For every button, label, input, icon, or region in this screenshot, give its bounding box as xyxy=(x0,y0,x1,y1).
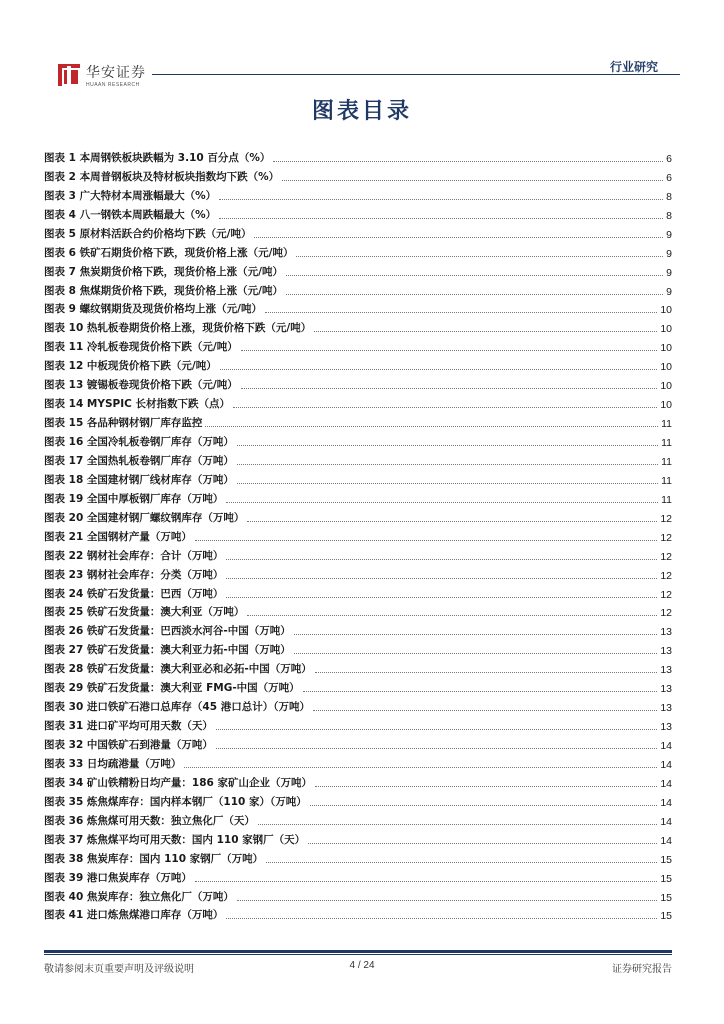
toc-leader-dots xyxy=(258,824,657,825)
toc-item-page[interactable]: 15 xyxy=(660,853,672,866)
toc-item-label[interactable]: 图表 30 进口铁矿石港口总库存（45 港口总计）（万吨） xyxy=(44,701,310,714)
toc-item-page[interactable]: 11 xyxy=(661,493,672,506)
toc-item[interactable] xyxy=(44,468,672,487)
toc-leader-dots xyxy=(313,710,657,711)
toc-leader-dots xyxy=(216,748,657,749)
toc-item[interactable] xyxy=(44,885,672,904)
toc-item-label[interactable]: 图表 29 铁矿石发货量：澳大利亚 FMG-中国（万吨） xyxy=(44,682,300,695)
toc-leader-dots xyxy=(226,502,658,503)
header-divider xyxy=(152,74,680,75)
toc-item-page[interactable]: 14 xyxy=(660,777,672,790)
logo-en-text: HUAAN RESEARCH xyxy=(86,82,140,88)
toc-item-page[interactable]: 8 xyxy=(666,209,672,222)
toc-item-page[interactable]: 12 xyxy=(660,588,672,601)
toc-item-page[interactable]: 10 xyxy=(660,323,672,336)
toc-item-label[interactable]: 图表 40 焦炭库存：独立焦化厂（万吨） xyxy=(44,890,234,903)
toc-item-page[interactable]: 10 xyxy=(660,399,672,412)
footer-page-number: 4 / 24 xyxy=(349,960,375,971)
toc-item[interactable] xyxy=(44,904,672,923)
toc-item-label[interactable]: 图表 7 焦炭期货价格下跌，现货价格上涨（元/吨） xyxy=(44,265,283,278)
toc-item-page[interactable]: 10 xyxy=(660,304,672,317)
footer-report-type: 证券研究报告 xyxy=(612,964,672,975)
toc-leader-dots xyxy=(184,767,657,768)
toc-item[interactable] xyxy=(44,449,672,468)
toc-item-page[interactable]: 9 xyxy=(666,228,672,241)
toc-item-label[interactable]: 图表 27 铁矿石发货量：澳大利亚力拓-中国（万吨） xyxy=(44,644,291,657)
toc-item[interactable] xyxy=(44,184,672,203)
toc-item[interactable] xyxy=(44,695,672,714)
toc-item-page[interactable]: 9 xyxy=(666,285,672,298)
logo-icon xyxy=(58,64,80,86)
toc-item[interactable] xyxy=(44,430,672,449)
toc-item-page[interactable]: 13 xyxy=(660,721,672,734)
toc-leader-dots xyxy=(241,350,658,351)
toc-item-page[interactable]: 13 xyxy=(660,683,672,696)
toc-leader-dots xyxy=(237,483,658,484)
toc-leader-dots xyxy=(294,653,658,654)
toc-item-label[interactable]: 图表 15 各品种钢材钢厂库存监控 xyxy=(44,417,203,430)
toc-leader-dots xyxy=(226,918,657,919)
toc-item[interactable] xyxy=(44,676,672,695)
toc-item[interactable] xyxy=(44,601,672,620)
table-of-figures xyxy=(44,146,672,922)
toc-item[interactable] xyxy=(44,619,672,638)
toc-item[interactable] xyxy=(44,373,672,392)
toc-item-label[interactable]: 图表 37 炼焦煤平均可用天数：国内 110 家钢厂（天） xyxy=(44,833,306,846)
toc-leader-dots xyxy=(303,691,658,692)
toc-leader-dots xyxy=(266,862,657,863)
toc-item-page[interactable]: 14 xyxy=(660,758,672,771)
toc-item-label[interactable]: 图表 12 中板现货价格下跌（元/吨） xyxy=(44,360,217,373)
toc-item-page[interactable]: 11 xyxy=(661,437,672,449)
toc-item-label[interactable]: 图表 25 铁矿石发货量：澳大利亚（万吨） xyxy=(44,606,245,619)
toc-item[interactable] xyxy=(44,714,672,733)
toc-leader-dots xyxy=(308,843,657,844)
toc-item[interactable] xyxy=(44,525,672,544)
toc-item-page[interactable]: 8 xyxy=(666,190,672,203)
toc-leader-dots xyxy=(226,597,657,598)
toc-leader-dots xyxy=(226,559,657,560)
toc-item-label[interactable]: 图表 5 原材料活跃合约价格均下跌（元/吨） xyxy=(44,227,252,240)
toc-item-page[interactable]: 11 xyxy=(661,418,672,431)
toc-leader-dots xyxy=(286,275,663,276)
toc-item-page[interactable]: 13 xyxy=(660,645,672,658)
toc-leader-dots xyxy=(315,786,657,787)
toc-item[interactable] xyxy=(44,165,672,184)
logo-cn-text: 华安证券 xyxy=(86,65,146,81)
toc-item-page[interactable]: 14 xyxy=(660,815,672,828)
toc-leader-dots xyxy=(241,388,658,389)
toc-item[interactable] xyxy=(44,638,672,657)
toc-item-page[interactable]: 9 xyxy=(666,266,672,279)
toc-item[interactable] xyxy=(44,506,672,525)
toc-item-label[interactable]: 图表 1 本周钢铁板块跌幅为 3.10 百分点（%） xyxy=(44,151,271,164)
toc-item-page[interactable]: 10 xyxy=(660,380,672,393)
toc-leader-dots xyxy=(254,237,663,238)
toc-item-label[interactable]: 图表 19 全国中厚板钢厂库存（万吨） xyxy=(44,492,224,505)
toc-item-label[interactable]: 图表 10 热轧板卷期货价格上涨，现货价格下跌（元/吨） xyxy=(44,322,312,335)
toc-item-page[interactable]: 11 xyxy=(661,455,672,468)
toc-leader-dots xyxy=(265,312,657,313)
toc-item[interactable] xyxy=(44,241,672,260)
toc-item[interactable] xyxy=(44,733,672,752)
toc-leader-dots xyxy=(216,729,657,730)
toc-leader-dots xyxy=(219,199,663,200)
toc-item-page[interactable]: 11 xyxy=(661,474,672,487)
toc-item[interactable] xyxy=(44,298,672,317)
toc-item[interactable] xyxy=(44,411,672,430)
toc-item-page[interactable]: 14 xyxy=(660,834,672,847)
toc-item-label[interactable]: 图表 41 进口炼焦煤港口库存（万吨） xyxy=(44,909,224,922)
toc-item-label[interactable]: 图表 21 全国钢材产量（万吨） xyxy=(44,530,192,543)
toc-leader-dots xyxy=(310,805,658,806)
toc-leader-dots xyxy=(237,464,658,465)
toc-item-page[interactable]: 12 xyxy=(660,569,672,582)
toc-item-page[interactable]: 6 xyxy=(666,171,672,184)
toc-item-label[interactable]: 图表 17 全国热轧板卷钢厂库存（万吨） xyxy=(44,454,234,467)
company-logo xyxy=(58,62,146,88)
toc-item-label[interactable]: 图表 11 冷轧板卷现货价格下跌（元/吨） xyxy=(44,341,238,354)
toc-item-page[interactable]: 12 xyxy=(660,550,672,563)
toc-item-label[interactable]: 图表 34 矿山铁精粉日均产量：186 家矿山企业（万吨） xyxy=(44,776,312,789)
toc-leader-dots xyxy=(237,900,657,901)
toc-item-label[interactable]: 图表 38 焦炭库存：国内 110 家钢厂（万吨） xyxy=(44,852,264,865)
toc-item-label[interactable]: 图表 14 MYSPIC 长材指数下跌（点） xyxy=(44,398,231,411)
toc-item-page[interactable]: 10 xyxy=(660,361,672,374)
toc-leader-dots xyxy=(205,426,658,427)
toc-leader-dots xyxy=(286,294,663,295)
toc-leader-dots xyxy=(195,881,657,882)
report-category: 行业研究 xyxy=(609,60,658,74)
toc-item-label[interactable]: 图表 13 镀锡板卷现货价格下跌（元/吨） xyxy=(44,379,238,392)
toc-leader-dots xyxy=(314,331,657,332)
toc-item[interactable] xyxy=(44,279,672,298)
toc-item-page[interactable]: 9 xyxy=(666,247,672,260)
toc-item-label[interactable]: 图表 8 焦煤期货价格下跌，现货价格上涨（元/吨） xyxy=(44,284,283,297)
toc-item[interactable] xyxy=(44,771,672,790)
toc-item[interactable] xyxy=(44,847,672,866)
toc-item[interactable] xyxy=(44,544,672,563)
toc-item-page[interactable]: 13 xyxy=(660,664,672,677)
toc-leader-dots xyxy=(247,521,657,522)
toc-item-page[interactable]: 14 xyxy=(660,740,672,752)
toc-item-page[interactable]: 6 xyxy=(666,152,672,165)
toc-item[interactable] xyxy=(44,203,672,222)
toc-item-label[interactable]: 图表 23 钢材社会库存：分类（万吨） xyxy=(44,568,224,581)
toc-item[interactable] xyxy=(44,487,672,506)
toc-item[interactable] xyxy=(44,790,672,809)
toc-item-page[interactable]: 15 xyxy=(660,891,672,904)
page-header xyxy=(44,54,680,98)
toc-item-label[interactable]: 图表 31 进口矿平均可用天数（天） xyxy=(44,720,213,733)
toc-item-label[interactable]: 图表 18 全国建材钢厂线材库存（万吨） xyxy=(44,473,234,486)
toc-item-label[interactable]: 图表 2 本周普钢板块及特材板块指数均下跌（%） xyxy=(44,170,280,183)
toc-item-label[interactable]: 图表 35 炼焦煤库存：国内样本钢厂（110 家）（万吨） xyxy=(44,795,307,808)
toc-leader-dots xyxy=(273,161,663,162)
toc-leader-dots xyxy=(315,672,658,673)
toc-item-page[interactable]: 15 xyxy=(660,872,672,885)
toc-item[interactable] xyxy=(44,316,672,335)
toc-item[interactable] xyxy=(44,260,672,279)
toc-item-label[interactable]: 图表 6 铁矿石期货价格下跌，现货价格上涨（元/吨） xyxy=(44,246,294,259)
toc-item[interactable] xyxy=(44,563,672,582)
toc-item[interactable] xyxy=(44,354,672,373)
toc-item-page[interactable]: 10 xyxy=(660,342,672,355)
toc-item[interactable] xyxy=(44,828,672,847)
toc-item[interactable] xyxy=(44,752,672,771)
toc-item[interactable] xyxy=(44,392,672,411)
toc-item-label[interactable]: 图表 4 八一钢铁本周跌幅最大（%） xyxy=(44,208,217,221)
toc-item-label[interactable]: 图表 33 日均疏港量（万吨） xyxy=(44,757,182,770)
page-title: 图表目录 xyxy=(311,99,412,124)
toc-item-label[interactable]: 图表 39 港口焦炭库存（万吨） xyxy=(44,871,192,884)
toc-leader-dots xyxy=(237,445,658,446)
toc-leader-dots xyxy=(296,256,663,257)
toc-item[interactable] xyxy=(44,809,672,828)
toc-item[interactable] xyxy=(44,582,672,601)
toc-leader-dots xyxy=(233,407,657,408)
toc-leader-dots xyxy=(282,180,663,181)
toc-item-page[interactable]: 13 xyxy=(660,626,672,639)
toc-item-page[interactable]: 15 xyxy=(660,910,672,923)
toc-item-page[interactable]: 12 xyxy=(660,607,672,620)
footer-disclaimer: 敬请参阅末页重要声明及评级说明 xyxy=(44,964,194,975)
toc-leader-dots xyxy=(195,540,657,541)
toc-item[interactable] xyxy=(44,222,672,241)
toc-item-label[interactable]: 图表 36 炼焦煤可用天数：独立焦化厂（天） xyxy=(44,814,255,827)
toc-item-label[interactable]: 图表 22 钢材社会库存：合计（万吨） xyxy=(44,549,224,562)
toc-leader-dots xyxy=(247,615,657,616)
toc-item-label[interactable]: 图表 16 全国冷轧板卷钢厂库存（万吨） xyxy=(44,436,234,448)
toc-item[interactable] xyxy=(44,335,672,354)
footer-divider xyxy=(44,950,672,953)
toc-leader-dots xyxy=(294,634,658,635)
toc-item-label[interactable]: 图表 28 铁矿石发货量：澳大利亚必和必拓-中国（万吨） xyxy=(44,663,312,676)
footer-divider-thin xyxy=(44,954,672,955)
toc-item[interactable] xyxy=(44,866,672,885)
toc-leader-dots xyxy=(220,369,658,370)
toc-item-label[interactable]: 图表 26 铁矿石发货量：巴西淡水河谷-中国（万吨） xyxy=(44,625,291,638)
toc-leader-dots xyxy=(226,578,657,579)
toc-item-label[interactable]: 图表 20 全国建材钢厂螺纹钢库存（万吨） xyxy=(44,511,245,524)
toc-item-page[interactable]: 12 xyxy=(660,512,672,525)
toc-item[interactable] xyxy=(44,146,672,165)
toc-item-label[interactable]: 图表 9 螺纹钢期货及现货价格均上涨（元/吨） xyxy=(44,303,262,316)
toc-item-page[interactable]: 13 xyxy=(660,702,672,715)
toc-item[interactable] xyxy=(44,657,672,676)
toc-item-page[interactable]: 12 xyxy=(660,531,672,544)
toc-item-label[interactable]: 图表 32 中国铁矿石到港量（万吨） xyxy=(44,739,213,751)
toc-item-label[interactable]: 图表 3 广大特材本周涨幅最大（%） xyxy=(44,189,217,202)
toc-item-label[interactable]: 图表 24 铁矿石发货量：巴西（万吨） xyxy=(44,587,224,600)
toc-item-page[interactable]: 14 xyxy=(660,796,672,809)
toc-leader-dots xyxy=(219,218,663,219)
